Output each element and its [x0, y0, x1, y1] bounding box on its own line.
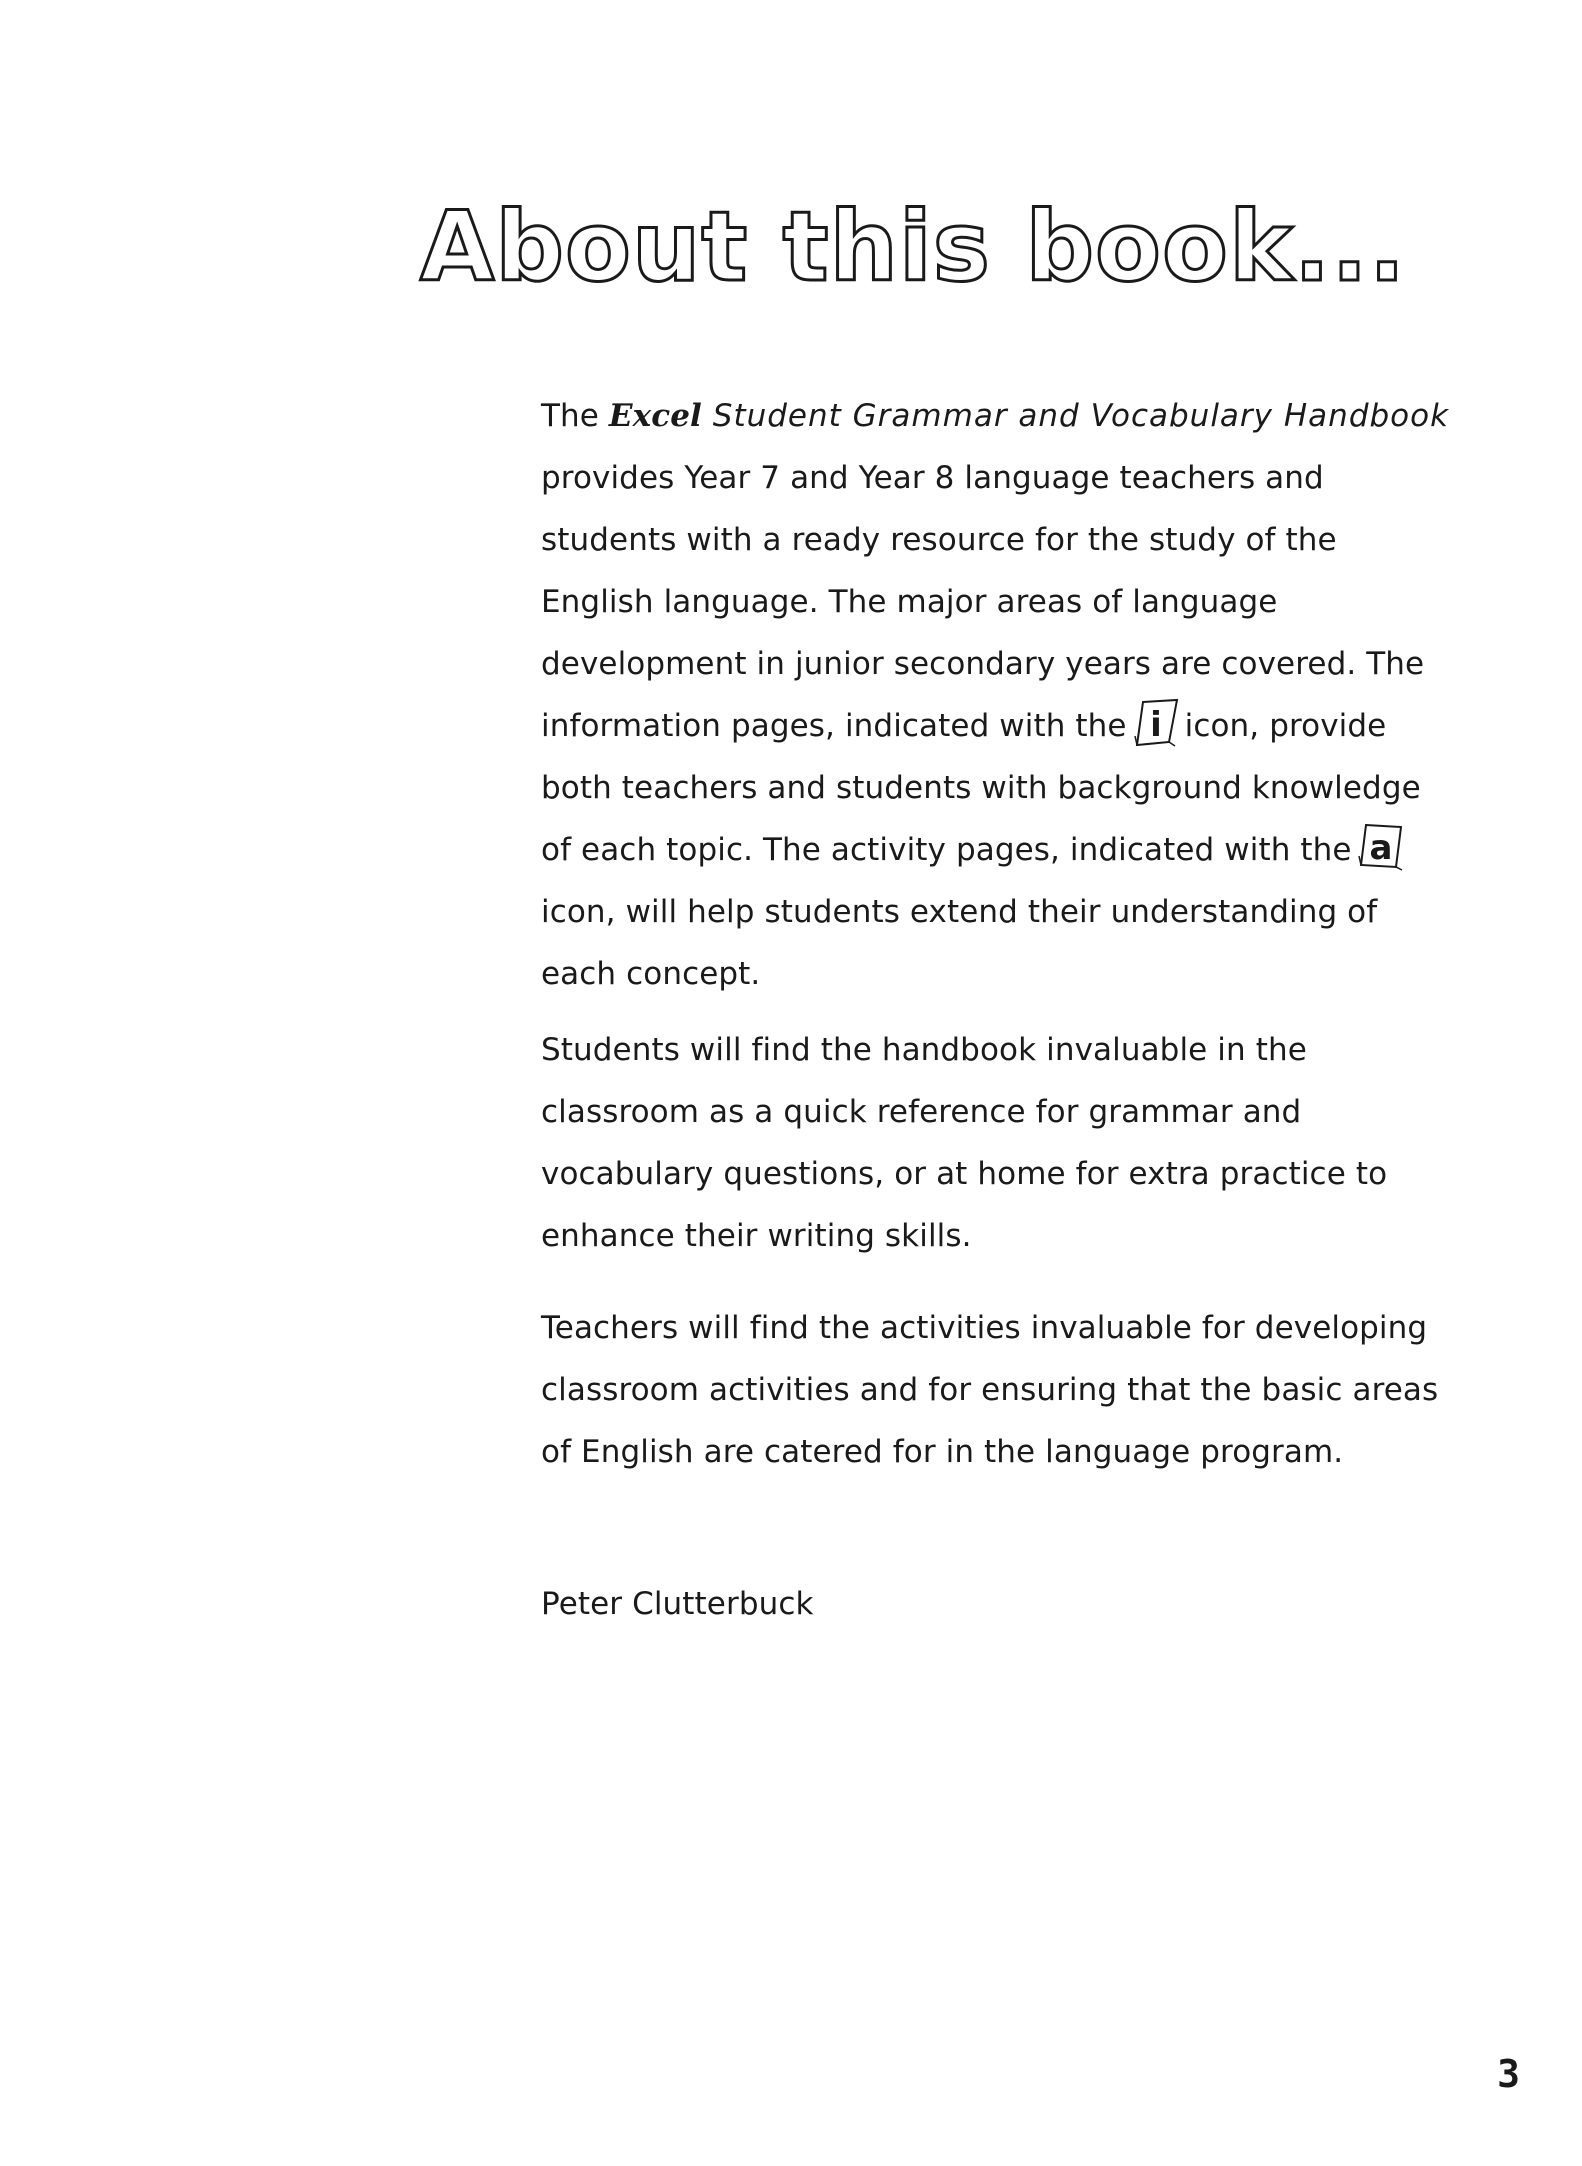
- page-number: 3: [1497, 2052, 1520, 2096]
- activity-icon-letter: a: [1369, 828, 1393, 868]
- intro-prefix: The: [541, 398, 609, 434]
- info-icon-letter: i: [1149, 705, 1162, 745]
- body-text: [541, 385, 1451, 1635]
- intro-paragraph: [541, 385, 1451, 1005]
- page-title: About this book...: [420, 191, 1407, 303]
- info-icon: [1133, 698, 1179, 748]
- students-paragraph: Students will find the handbook invaluable in the classroom as a quick reference for grammar and vocabulary questions, or at home for extra practice to enhance their writing skills.: [541, 1032, 1388, 1254]
- intro-part-1: provides Year 7 and Year 8 language teachers and students with a ready resource for the study of the English language. The major areas of language development in junior secondary years are covered. The information pages, indicated with the: [541, 460, 1425, 744]
- intro-part-3: icon, will help students extend their understanding of each concept.: [541, 894, 1378, 992]
- author-signature: Peter Clutterbuck: [541, 1586, 814, 1622]
- brand-name: Excel: [608, 398, 702, 434]
- activity-icon: [1358, 822, 1404, 872]
- teachers-paragraph: Teachers will find the activities invaluable for developing classroom activities and for ensuring that the basic areas of English are catered for in the language program.: [541, 1310, 1439, 1470]
- intro-part-2: icon, provide both teachers and students with background knowledge of each topic. The activity pages, indicated with the: [541, 708, 1421, 868]
- book-title: Student Grammar and Vocabulary Handbook: [701, 398, 1450, 434]
